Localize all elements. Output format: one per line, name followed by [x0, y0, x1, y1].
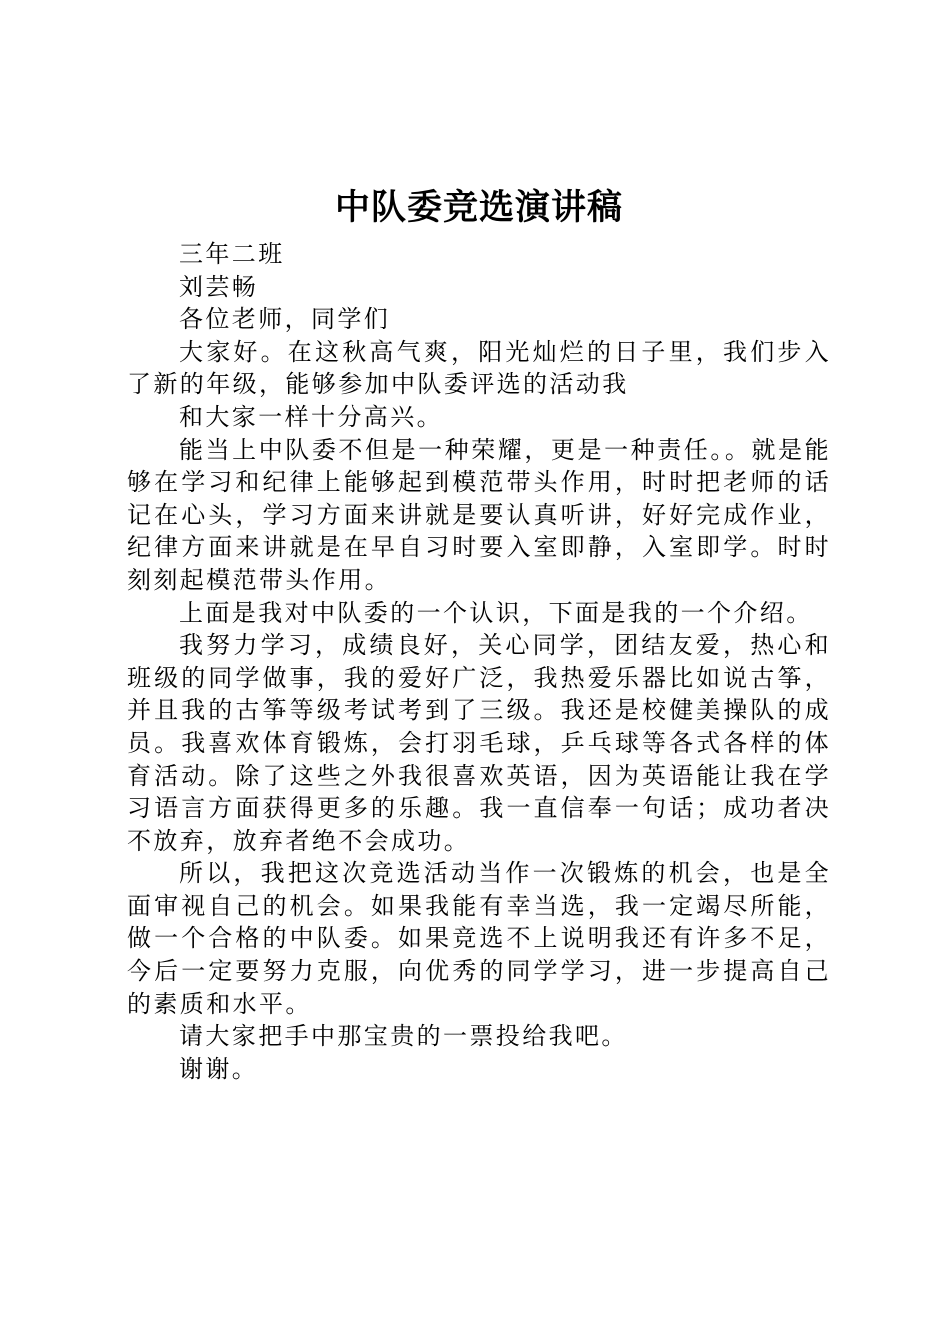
paragraph-greeting: 大家好。在这秋高气爽，阳光灿烂的日子里，我们步入了新的年级，能够参加中队委评选的活动我 — [127, 337, 831, 399]
paragraph-introduction: 我努力学习，成绩良好，关心同学，团结友爱，热心和班级的同学做事，我的爱好广泛，我热爱乐器比如说古筝，并且我的古筝等级考试考到了三级。我还是校健美操队的成员。我喜欢体育锻炼，会打羽毛球，乒乓球等各式各样的体育活动。除了这些之外我很喜欢英语，因为英语能让我在学习语言方面获得更多的乐趣。我一直信奉一句话；成功者决不放弃，放弃者绝不会成功。 — [127, 631, 831, 855]
paragraph-vote-request: 请大家把手中那宝贵的一票投给我吧。 — [179, 1022, 628, 1051]
paragraph-author: 刘芸畅 — [179, 272, 259, 301]
document-page — [127, 180, 831, 1085]
paragraph-thanks: 谢谢。 — [179, 1054, 259, 1083]
paragraph-class: 三年二班 — [179, 240, 285, 268]
paragraph-transition: 上面是我对中队委的一个认识，下面是我的一个介绍。 — [179, 598, 813, 627]
document-title: 中队委竞选演讲稿 — [334, 187, 623, 228]
paragraph-salutation: 各位老师，同学们 — [179, 305, 391, 334]
paragraph-greeting-continued: 和大家一样十分高兴。 — [179, 402, 443, 431]
paragraph-commitment: 所以，我把这次竞选活动当作一次锻炼的机会，也是全面审视自己的机会。如果我能有幸当选，我一定竭尽所能，做一个合格的中队委。如果竞选不上说明我还有许多不足，今后一定要努力克服，向优秀的同学学习，进一步提高自己的素质和水平。 — [127, 859, 831, 1018]
paragraph-responsibility: 能当上中队委不但是一种荣耀，更是一种责任。。就是能够在学习和纪律上能够起到模范带头作用，时时把老师的话记在心头，学习方面来讲就是要认真听讲，好好完成作业，纪律方面来讲就是在早自习时要入室即静，入室即学。时时刻刻起模范带头作用。 — [127, 435, 831, 594]
